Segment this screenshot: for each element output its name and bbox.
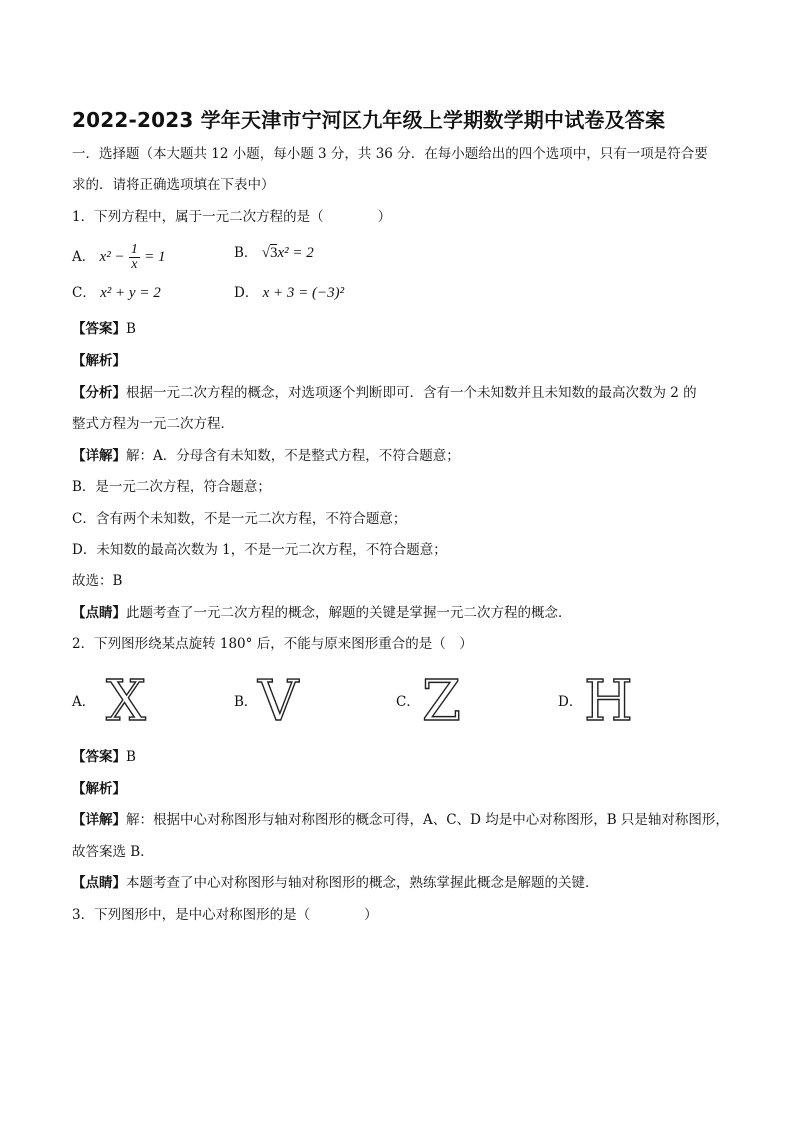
q2-letter-v-figure: V [258,669,299,734]
q1-option-d-expr: x + 3 = (−3)² [262,285,345,301]
q1-option-a-numerator: 1 [130,242,138,257]
page-title: 2022-2023 学年天津市宁河区九年级上学期数学期中试卷及答案 [72,108,666,132]
q1-option-b-radicand: 3 [269,245,278,261]
q1-answer [72,319,136,339]
q1-option-d-label: D． [234,285,259,301]
q1-option-d [234,283,344,303]
q2-analysis-heading: 【解析】 [72,781,126,797]
q2-letter-z-figure: Z [422,669,461,734]
q1-answer-value: B [126,321,136,337]
q1-choose: 故选：B [72,573,123,589]
q2-comment [72,873,599,893]
q2-detail-line1 [72,810,729,830]
q2-detail-text1: 解：根据中心对称图形与轴对称图形的概念可得，A、C、D 均是中心对称图形，B 只是轴对称图形， [126,812,729,828]
q1-option-b-radical: √ [261,245,270,261]
q2-option-a-label: A． [72,694,96,710]
q1-comment [72,603,572,623]
q1-option-a [72,243,166,272]
q1-answer-tag: 【答案】 [72,321,126,337]
question-3-stem: 3．下列图形中，是中心对称图形的是（ ） [72,907,378,923]
q1-detail-line2: B．是一元二次方程，符合题意； [72,479,271,495]
q2-analysis-tag [72,779,126,799]
q2-option-d-label: D． [558,694,583,710]
q1-option-a-post: = 1 [144,249,166,265]
q1-comment-text: 此题考查了一元二次方程的概念，解题的关键是掌握一元二次方程的概念． [126,605,572,621]
q1-fenxi-line1 [72,383,697,403]
q1-option-a-denominator: x [131,257,138,272]
q1-option-a-label: A． [72,249,96,265]
q1-detail-line4: D．未知数的最高次数为 1，不是一元二次方程，不符合题意； [72,542,447,558]
q1-option-b-post: x² = 2 [277,245,314,261]
q1-comment-tag: 【点睛】 [72,605,126,621]
q1-fenxi-tag: 【分析】 [72,385,126,401]
q1-option-b [234,243,314,263]
q1-option-c-expr: x² + y = 2 [100,285,161,301]
q2-option-c-label: C． [396,694,420,710]
q1-fenxi-text1: 根据一元二次方程的概念，对选项逐个判断即可．含有一个未知数并且未知数的最高次数为 2 的 [126,385,697,401]
q1-detail-line1 [72,446,460,466]
question-1-stem: 1．下列方程中，属于一元二次方程的是（ ） [72,209,392,225]
q2-letter-x-figure: X [106,669,146,734]
q2-letter-h-figure: H [584,669,633,734]
q1-analysis-heading: 【解析】 [72,353,126,369]
q2-comment-text: 本题考查了中心对称图形与轴对称图形的概念，熟练掌握此概念是解题的关键． [126,875,599,891]
q1-fenxi-line2: 整式方程为一元二次方程． [72,416,234,432]
q1-option-a-fraction [129,243,140,272]
q2-detail-line2: 故答案选 B． [72,844,154,860]
q2-answer [72,747,136,767]
q2-answer-value: B [126,749,136,765]
q1-option-c-label: C． [72,285,96,301]
q2-comment-tag: 【点睛】 [72,875,126,891]
q1-detail-text1: 解：A．分母含有未知数，不是整式方程，不符合题意； [126,448,460,464]
question-2-stem: 2．下列图形绕某点旋转 180° 后，不能与原来图形重合的是（ ） [72,636,473,652]
q1-option-c [72,283,161,303]
q1-option-b-label: B． [234,245,258,261]
section-instructions-line1: 一．选择题（本大题共 12 小题，每小题 3 分，共 36 分．在每小题给出的四个选项中，只有一项是符合要 [72,146,708,162]
section-instructions-line2: 求的．请将正确选项填在下表中） [72,177,275,193]
q1-option-a-pre: x² − [99,249,125,265]
q2-option-b-label: B． [234,694,258,710]
q1-analysis-tag [72,351,126,371]
q1-detail-tag: 【详解】 [72,448,126,464]
q2-detail-tag: 【详解】 [72,812,126,828]
q2-answer-tag: 【答案】 [72,749,126,765]
q1-detail-line3: C．含有两个未知数，不是一元二次方程，不符合题意； [72,511,407,527]
